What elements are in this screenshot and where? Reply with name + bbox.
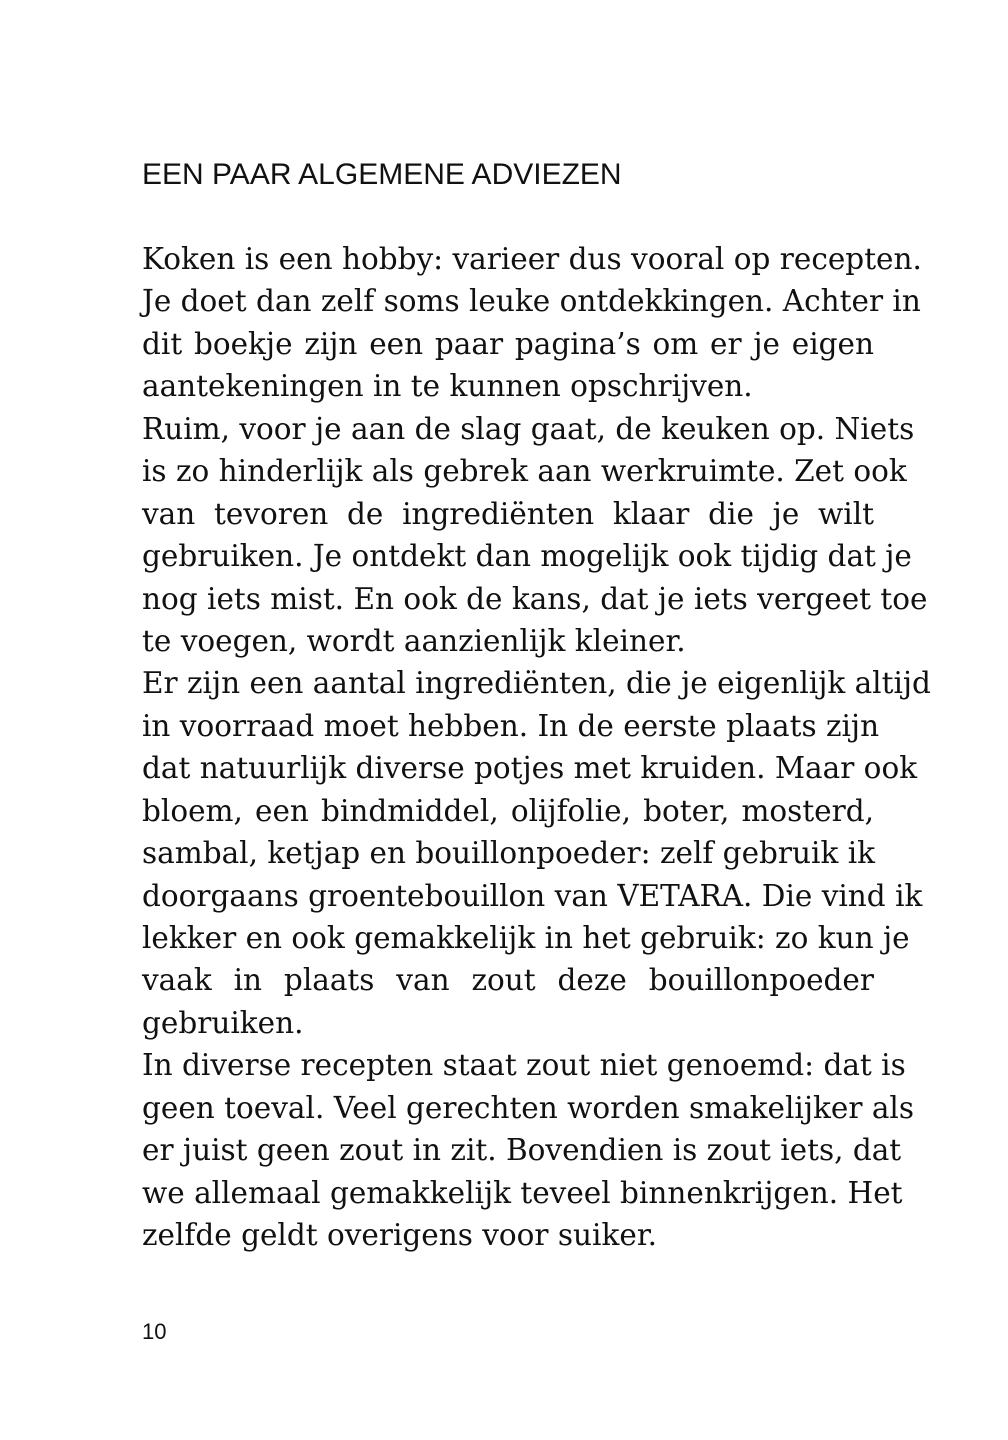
text-line: doorgaans groentebouillon van VETARA. Die vind ik <box>142 878 923 913</box>
text-line: in voorraad moet hebben. In de eerste plaats zijn <box>142 708 880 743</box>
body-text <box>142 238 931 1257</box>
text-line: van tevoren de ingrediënten klaar die je wilt <box>142 496 874 531</box>
text-line: aantekeningen in te kunnen opschrijven. <box>142 369 753 404</box>
section-heading: EEN PAAR ALGEMENE ADVIEZEN <box>142 158 622 191</box>
text-line: sambal, ketjap en bouillonpoeder: zelf gebruik ik <box>142 836 876 871</box>
text-line: gebruiken. <box>142 1005 304 1040</box>
text-line: Er zijn een aantal ingrediënten, die je eigenlijk altijd <box>142 666 931 701</box>
text-line: er juist geen zout in zit. Bovendien is zout iets, dat <box>142 1133 902 1168</box>
text-line: te voegen, wordt aanzienlijk kleiner. <box>142 623 686 658</box>
text-line: is zo hinderlijk als gebrek aan werkruimte. Zet ook <box>142 454 907 489</box>
text-line: Koken is een hobby: varieer dus vooral op recepten. <box>142 242 922 276</box>
text-line: Je doet dan zelf soms leuke ontdekkingen. Achter in <box>142 284 921 319</box>
text-line: In diverse recepten staat zout niet genoemd: dat is <box>142 1048 906 1083</box>
text-line: geen toeval. Veel gerechten worden smakelijker als <box>142 1090 914 1125</box>
text-line: vaak in plaats van zout deze bouillonpoeder <box>142 963 874 998</box>
text-line: gebruiken. Je ontdekt dan mogelijk ook tijdig dat je <box>142 539 912 574</box>
text-line: bloem, een bindmiddel, olijfolie, boter, mosterd, <box>142 793 874 828</box>
text-line: nog iets mist. En ook de kans, dat je iets vergeet toe <box>142 581 928 616</box>
text-line: lekker en ook gemakkelijk in het gebruik: zo kun je <box>142 921 910 955</box>
text-line: dat natuurlijk diverse potjes met kruiden. Maar ook <box>142 751 918 786</box>
text-line: we allemaal gemakkelijk teveel binnenkrijgen. Het <box>142 1175 903 1210</box>
page-number: 10 <box>142 1319 167 1344</box>
text-line: zelfde geldt overigens voor suiker. <box>142 1218 658 1253</box>
text-line: dit boekje zijn een paar pagina’s om er je eigen <box>142 326 874 361</box>
text-line: Ruim, voor je aan de slag gaat, de keuken op. Niets <box>142 411 915 446</box>
